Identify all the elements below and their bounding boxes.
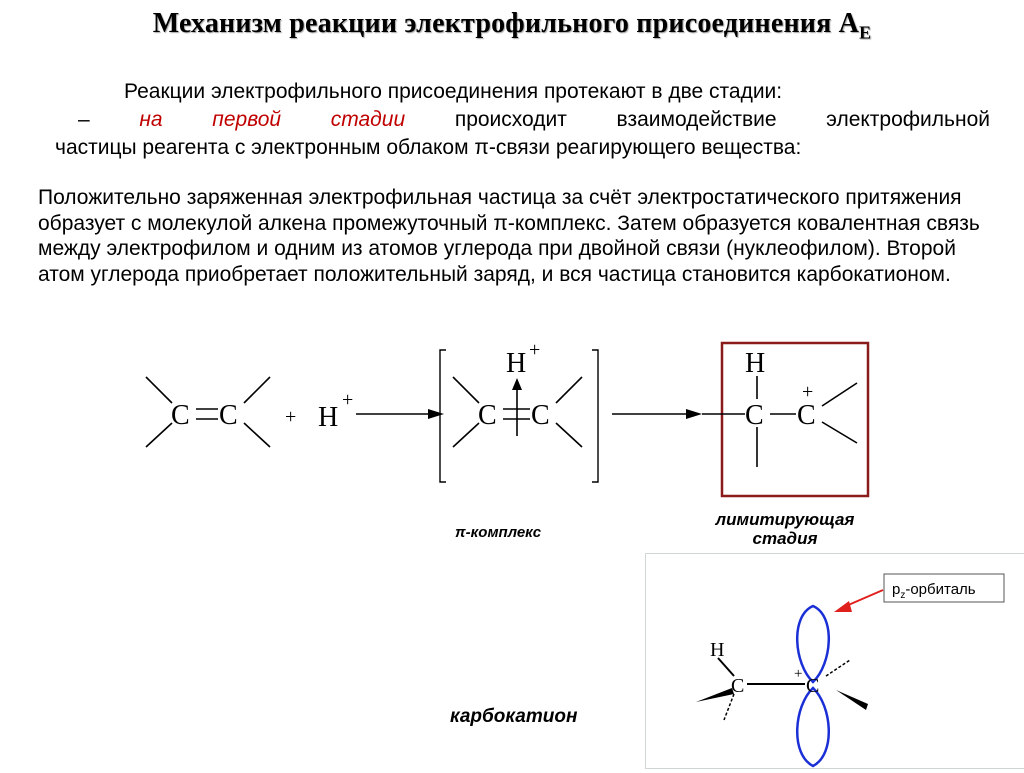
alkene-carbon-2: C <box>219 400 238 431</box>
carbocation-h: H <box>745 348 766 379</box>
reaction-plus: + <box>285 406 297 428</box>
wedge-bond-left <box>696 688 734 702</box>
wedge-bond-right <box>836 690 868 710</box>
hash-bond-left <box>724 694 734 720</box>
title-text: Механизм реакции электрофильного присоединения А <box>152 8 860 39</box>
pi-carbon-2: C <box>531 400 550 431</box>
proton-charge: + <box>342 389 354 411</box>
limiting-stage-caption <box>690 510 880 548</box>
orbital-h-atom: H <box>710 639 725 661</box>
hash-bond-right <box>826 660 850 676</box>
carbocation-charge: + <box>802 381 814 403</box>
reaction-scheme <box>0 330 1024 530</box>
orbital-c-atom-2: C <box>806 675 820 697</box>
orbital-c-atom-1: C <box>731 675 745 697</box>
carbocation-carbon-2: C <box>797 400 816 431</box>
reaction-arrow-2 <box>612 409 702 419</box>
alkene-molecule <box>146 377 270 447</box>
mechanism-paragraph: Положительно заряженная электрофильная частица за счёт электростатического притяжения образует с молекулой алкена промежуточный π-комплекс. Затем образуется ковалентная связь между электрофилом и одним из атомов углерода при двойной связи (нуклеофилом). Второй атом углерода приобретает положительный заряд, и вся частица становится карбокатионом. <box>38 186 980 286</box>
pz-pointer-arrow <box>846 590 883 606</box>
page-title <box>0 8 1024 44</box>
intro-line-3: частицы реагента с электронным облаком π-связи реагирующего вещества: <box>55 136 802 159</box>
pz-label: $р_z$-орбиталь <box>892 581 976 601</box>
orbital-drawing <box>646 554 1024 768</box>
limiting-stage-box <box>722 343 868 496</box>
carbocation-molecule <box>702 376 857 467</box>
pi-complex-arrowhead <box>512 378 522 390</box>
pz-pointer-head <box>834 601 852 612</box>
carbocation-caption: карбокатион <box>450 706 578 727</box>
orbital-lower-lobe <box>797 688 829 766</box>
intro-dash: – <box>78 108 90 131</box>
first-stage-highlight: на первой стадии <box>139 108 406 131</box>
pi-complex-charge: + <box>529 339 541 361</box>
limiting-stage-line-2: стадия <box>752 529 818 548</box>
reaction-arrow-1 <box>356 409 444 419</box>
alkene-carbon-1: C <box>171 400 190 431</box>
orbital-figure <box>645 553 1024 769</box>
limiting-stage-line-1: лимитирующая <box>715 510 855 529</box>
title-subscript: E <box>859 22 872 43</box>
pi-complex-h: H <box>506 348 527 379</box>
pi-complex-caption: π-комплекс <box>455 524 542 541</box>
pi-carbon-1: C <box>478 400 497 431</box>
intro-line-1: Реакции электрофильного присоединения протекают в две стадии: <box>124 80 783 103</box>
orbital-charge: + <box>794 666 803 682</box>
proton-h: H <box>318 402 339 433</box>
intro-line-2 <box>78 106 990 134</box>
intro-line-2-text: происходит взаимодействие электрофильной <box>454 108 990 131</box>
carbocation-carbon-1: C <box>745 400 764 431</box>
